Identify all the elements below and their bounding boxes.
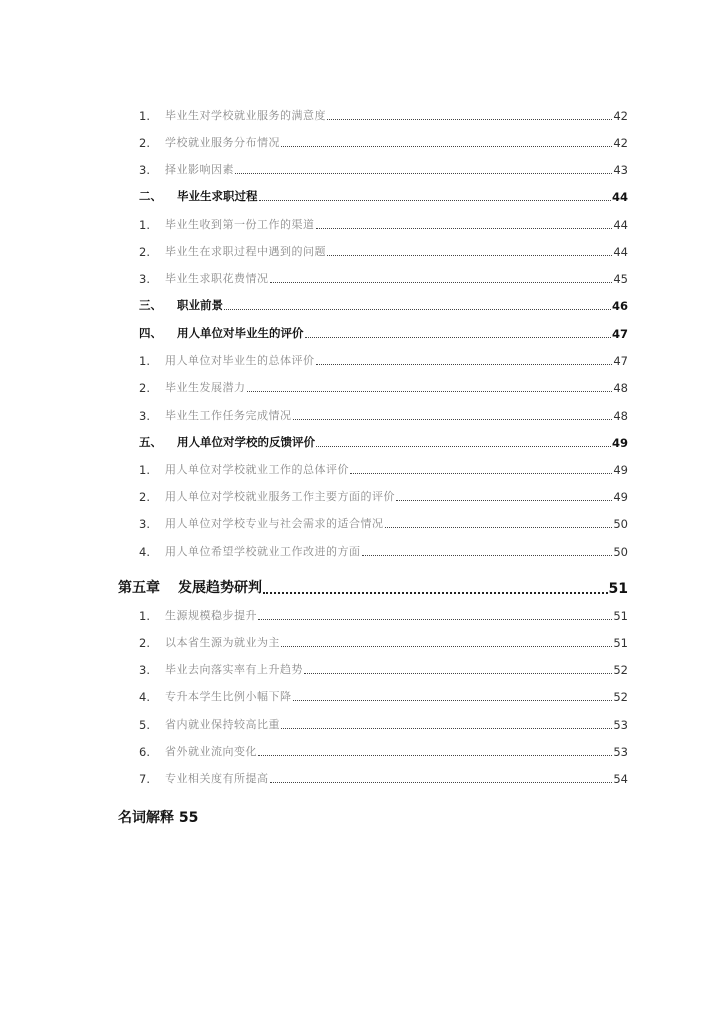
toc-title: 以本省生源为就业为主 <box>165 636 280 649</box>
toc-number: 2. <box>139 636 150 650</box>
toc-number: 3. <box>139 517 150 531</box>
toc-dot-leader <box>350 473 612 474</box>
toc-subsection-entry[interactable] <box>139 743 628 759</box>
toc-dot-leader <box>270 282 613 283</box>
toc-number: 4. <box>139 690 150 704</box>
glossary-entry[interactable] <box>118 807 198 827</box>
toc-subsection-entry[interactable] <box>139 543 628 559</box>
toc-page-number: 43 <box>613 163 628 177</box>
toc-dot-leader <box>316 364 613 365</box>
toc-number: 第五章 <box>118 580 160 596</box>
toc-number: 3. <box>139 409 150 423</box>
toc-subsection-entry[interactable] <box>139 270 628 286</box>
toc-subsection-entry[interactable] <box>139 107 628 123</box>
toc-page-number: 49 <box>611 436 628 450</box>
toc-page-number: 51 <box>608 581 628 597</box>
toc-dot-leader <box>293 700 613 701</box>
toc-subsection-entry[interactable] <box>139 661 628 677</box>
toc-number: 4. <box>139 545 150 559</box>
toc-subsection-entry[interactable] <box>139 216 628 232</box>
toc-chapter-entry[interactable] <box>118 577 628 597</box>
toc-number: 五、 <box>139 435 162 449</box>
toc-page-number: 50 <box>613 545 628 559</box>
toc-dot-leader <box>293 419 613 420</box>
toc-page-number: 51 <box>613 609 628 623</box>
toc-title: 专升本学生比例小幅下降 <box>165 690 292 703</box>
toc-section-entry[interactable] <box>139 325 628 341</box>
toc-dot-leader <box>316 228 613 229</box>
toc-number: 2. <box>139 136 150 150</box>
toc-subsection-entry[interactable] <box>139 352 628 368</box>
toc-number: 3. <box>139 663 150 677</box>
toc-dot-leader <box>327 255 612 256</box>
toc-number: 二、 <box>139 189 162 203</box>
toc-dot-leader <box>385 527 613 528</box>
toc-number: 1. <box>139 218 150 232</box>
toc-page-number: 47 <box>611 327 628 341</box>
toc-number: 1. <box>139 609 150 623</box>
toc-dot-leader <box>304 673 612 674</box>
toc-subsection-entry[interactable] <box>139 461 628 477</box>
glossary-page: 55 <box>178 810 199 826</box>
toc-title: 毕业生在求职过程中遇到的问题 <box>165 245 326 258</box>
toc-page-number: 45 <box>613 272 628 286</box>
toc-dot-leader <box>259 200 611 201</box>
toc-title: 毕业生对学校就业服务的满意度 <box>165 109 326 122</box>
toc-dot-leader <box>305 337 611 338</box>
toc-page-number: 51 <box>613 636 628 650</box>
toc-subsection-entry[interactable] <box>139 161 628 177</box>
toc-number: 2. <box>139 245 150 259</box>
toc-number: 3. <box>139 163 150 177</box>
toc-title: 生源规模稳步提升 <box>165 609 257 622</box>
toc-subsection-entry[interactable] <box>139 770 628 786</box>
toc-dot-leader <box>281 646 612 647</box>
toc-title: 毕业生求职过程 <box>177 189 258 203</box>
toc-page-number: 48 <box>613 381 628 395</box>
toc-title: 用人单位对毕业生的总体评价 <box>165 354 315 367</box>
toc-subsection-entry[interactable] <box>139 607 628 623</box>
toc-title: 学校就业服务分布情况 <box>165 136 280 149</box>
toc-title: 用人单位对学校就业服务工作主要方面的评价 <box>165 490 395 503</box>
toc-subsection-entry[interactable] <box>139 243 628 259</box>
toc-dot-leader <box>270 782 613 783</box>
toc-title: 省内就业保持较高比重 <box>165 718 280 731</box>
toc-number: 2. <box>139 381 150 395</box>
toc-page-number: 50 <box>613 517 628 531</box>
toc-dot-leader <box>362 555 613 556</box>
toc-page-number: 44 <box>611 190 628 204</box>
toc-dot-leader <box>327 119 612 120</box>
toc-dot-leader <box>281 728 612 729</box>
toc-number: 2. <box>139 490 150 504</box>
toc-number: 3. <box>139 272 150 286</box>
toc-page-number: 53 <box>613 718 628 732</box>
toc-title: 用人单位对学校就业工作的总体评价 <box>165 463 349 476</box>
toc-subsection-entry[interactable] <box>139 134 628 150</box>
toc-section-entry[interactable] <box>139 434 628 450</box>
toc-title: 用人单位对毕业生的评价 <box>177 326 304 340</box>
toc-subsection-entry[interactable] <box>139 716 628 732</box>
toc-subsection-entry[interactable] <box>139 634 628 650</box>
toc-subsection-entry[interactable] <box>139 688 628 704</box>
toc-number: 5. <box>139 718 150 732</box>
toc-page-number: 53 <box>613 745 628 759</box>
toc-page-number: 52 <box>613 690 628 704</box>
toc-subsection-entry[interactable] <box>139 515 628 531</box>
toc-number: 1. <box>139 463 150 477</box>
toc-page-number: 42 <box>613 109 628 123</box>
toc-page-number: 49 <box>613 490 628 504</box>
toc-title: 用人单位希望学校就业工作改进的方面 <box>165 545 361 558</box>
toc-page-number: 44 <box>613 245 628 259</box>
toc-subsection-entry[interactable] <box>139 407 628 423</box>
toc-number: 四、 <box>139 326 162 340</box>
toc-number: 1. <box>139 354 150 368</box>
toc-page-number: 44 <box>613 218 628 232</box>
toc-number: 三、 <box>139 298 162 312</box>
toc-title: 省外就业流向变化 <box>165 745 257 758</box>
toc-dot-leader <box>258 755 612 756</box>
toc-title: 毕业生求职花费情况 <box>165 272 269 285</box>
toc-title: 职业前景 <box>177 298 223 312</box>
toc-section-entry[interactable] <box>139 188 628 204</box>
toc-title: 择业影响因素 <box>165 163 234 176</box>
toc-title: 毕业生收到第一份工作的渠道 <box>165 218 315 231</box>
toc-title: 用人单位对学校专业与社会需求的适合情况 <box>165 517 384 530</box>
toc-section-entry[interactable] <box>139 297 628 313</box>
toc-page-number: 54 <box>613 772 628 786</box>
toc-dot-leader <box>235 173 612 174</box>
toc-number: 1. <box>139 109 150 123</box>
toc-number: 7. <box>139 772 150 786</box>
toc-page-number: 48 <box>613 409 628 423</box>
toc-title: 发展趋势研判 <box>178 580 262 596</box>
toc-dot-leader <box>224 309 611 310</box>
toc-page-number: 49 <box>613 463 628 477</box>
toc-page-number: 47 <box>613 354 628 368</box>
toc-title: 用人单位对学校的反馈评价 <box>177 435 315 449</box>
toc-title: 毕业生发展潜力 <box>165 381 246 394</box>
toc-subsection-entry[interactable] <box>139 379 628 395</box>
toc-title: 专业相关度有所提高 <box>165 772 269 785</box>
toc-dot-leader <box>316 446 611 447</box>
toc-title: 毕业生工作任务完成情况 <box>165 409 292 422</box>
toc-dot-leader <box>247 391 613 392</box>
toc-title: 毕业去向落实率有上升趋势 <box>165 663 303 676</box>
toc-dot-leader <box>258 619 612 620</box>
toc-dot-leader <box>263 592 608 594</box>
toc-page-number: 52 <box>613 663 628 677</box>
toc-subsection-entry[interactable] <box>139 488 628 504</box>
toc-page-number: 46 <box>611 299 628 313</box>
glossary-label: 名词解释 <box>118 810 174 826</box>
toc-page-number: 42 <box>613 136 628 150</box>
toc-number: 6. <box>139 745 150 759</box>
toc-dot-leader <box>396 500 612 501</box>
toc-dot-leader <box>281 146 612 147</box>
